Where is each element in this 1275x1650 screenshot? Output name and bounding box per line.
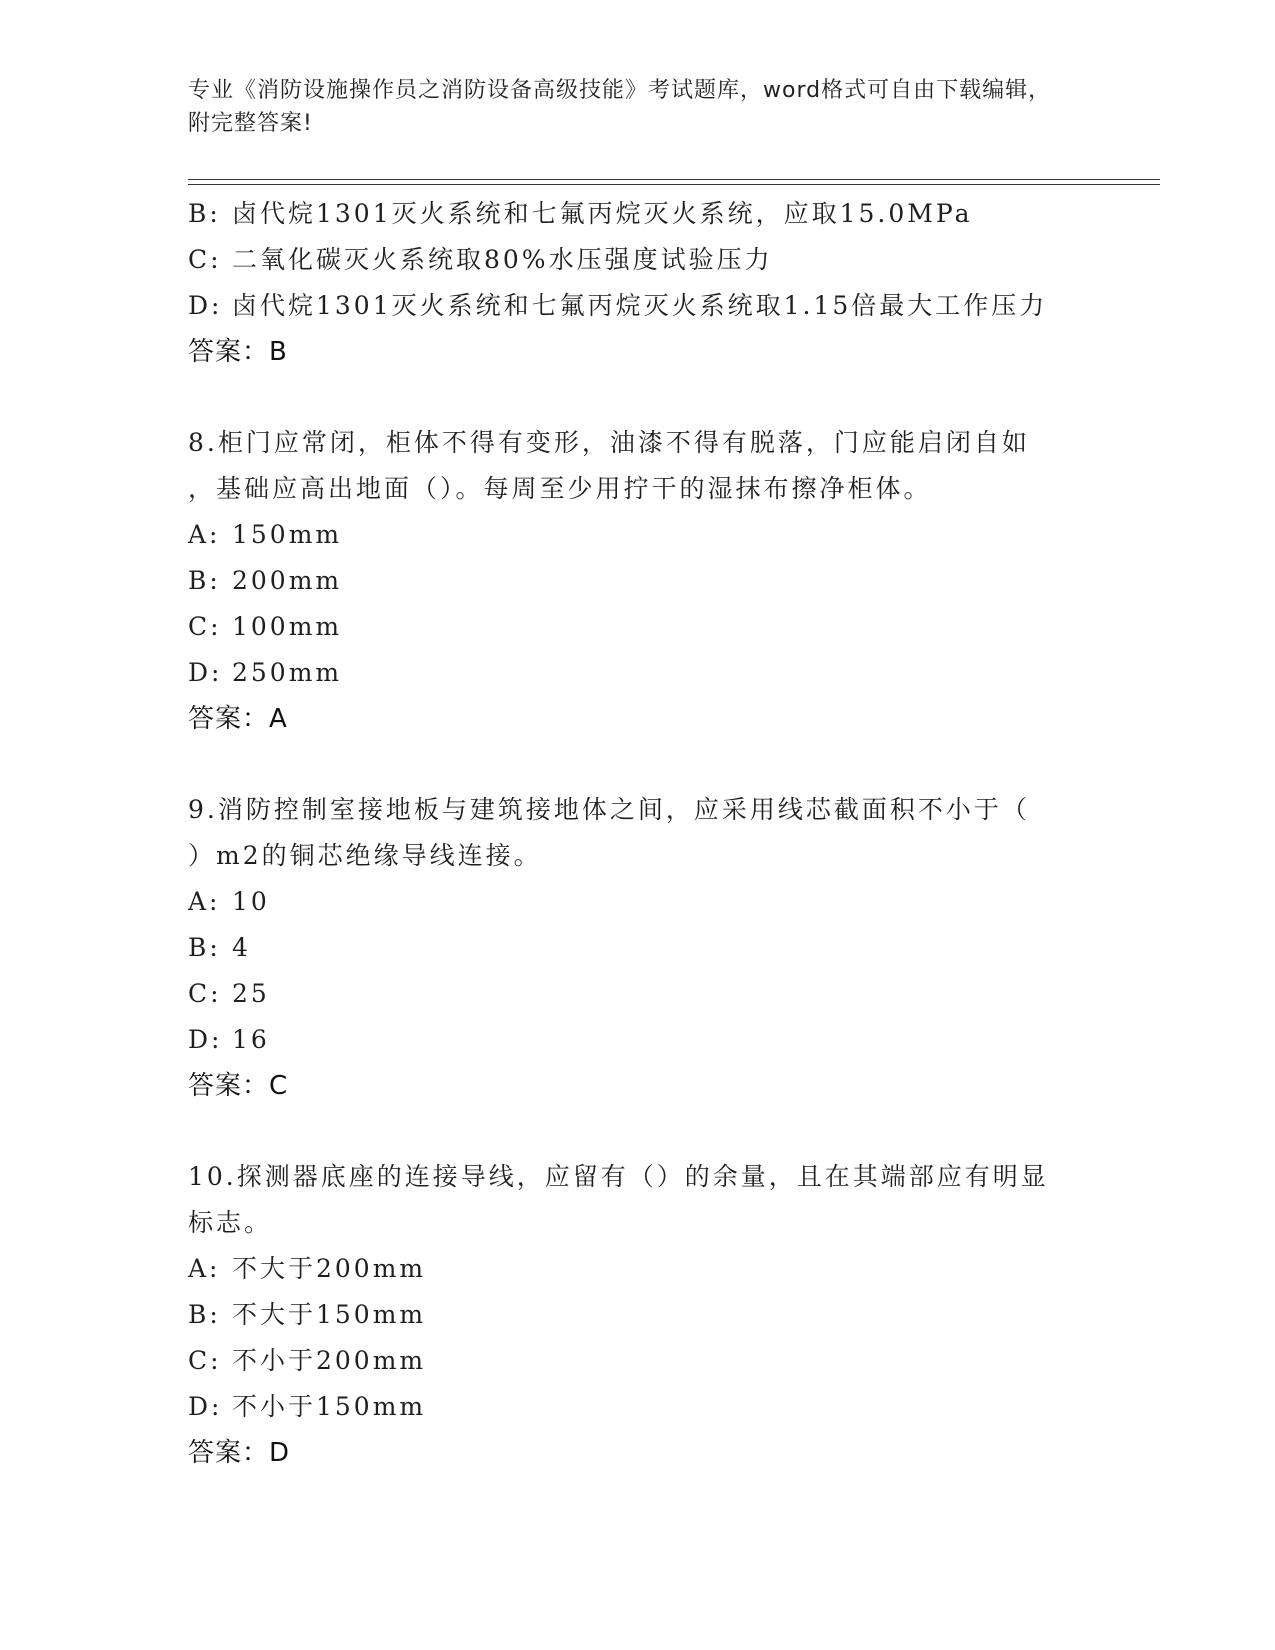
question-stem-line: ）m2的铜芯绝缘导线连接。 [188,841,542,870]
option-d [188,283,1088,329]
option-text: 250mm [232,658,343,687]
option-letter: B: [188,1300,221,1329]
option-letter: C: [188,979,222,1008]
option-text: 卤代烷1301灭火系统和七氟丙烷灭火系统，应取15.0MPa [232,199,973,228]
option-letter: B: [188,566,221,595]
option-c [188,971,1088,1017]
question-stem-line: 10.探测器底座的连接导线，应留有（）的余量，且在其端部应有明显 [188,1162,1049,1191]
question-stem-line: 9.消防控制室接地板与建筑接地体之间，应采用线芯截面积不小于（ [188,795,1030,824]
question-block-10 [188,1154,1088,1476]
option-text: 4 [232,933,251,962]
question-stem-line: 标志。 [188,1208,273,1237]
option-text: 不小于150mm [232,1392,427,1421]
option-a [188,1246,1088,1292]
question-block-9 [188,787,1088,1109]
option-letter: B: [188,199,221,228]
option-letter: A: [188,887,221,916]
option-b [188,191,1088,237]
option-d [188,650,1088,696]
option-text: 100mm [232,612,343,641]
answer-line: 答案：D [188,1438,291,1468]
option-a [188,512,1088,558]
option-text: 25 [232,979,270,1008]
option-letter: A: [188,520,221,549]
option-d [188,1384,1088,1430]
option-letter: D: [188,291,223,320]
question-stem-line: 8.柜门应常闭，柜体不得有变形，油漆不得有脱落，门应能启闭自如 [188,428,1030,457]
option-text: 不大于150mm [232,1300,427,1329]
option-letter: C: [188,1346,222,1375]
option-a [188,879,1088,925]
option-b [188,558,1088,604]
header-divider-top [188,179,1160,180]
option-d [188,1017,1088,1063]
header-divider-bottom [188,184,1160,185]
document-header: 专业《消防设施操作员之消防设备高级技能》考试题库，word格式可自由下载编辑，附完整答案! [188,78,1052,136]
option-c [188,604,1088,650]
option-text: 16 [232,1025,270,1054]
option-letter: C: [188,612,222,641]
answer-line: 答案：A [188,704,288,734]
option-text: 10 [232,887,270,916]
option-letter: C: [188,245,222,274]
option-letter: D: [188,1392,223,1421]
option-b [188,1292,1088,1338]
option-text: 150mm [232,520,343,549]
option-text: 二氧化碳灭火系统取80%水压强度试验压力 [232,245,773,274]
option-letter: D: [188,658,223,687]
option-letter: B: [188,933,221,962]
option-text: 卤代烷1301灭火系统和七氟丙烷灭火系统取1.15倍最大工作压力 [232,291,1048,320]
question-block-7-continued [188,191,1088,375]
option-text: 不小于200mm [232,1346,427,1375]
option-text: 不大于200mm [232,1254,427,1283]
option-letter: A: [188,1254,221,1283]
option-b [188,925,1088,971]
question-block-8 [188,420,1088,742]
question-list [188,191,1088,1476]
question-stem-line: ，基础应高出地面（）。每周至少用拧干的湿抹布擦净柜体。 [188,474,932,503]
option-text: 200mm [232,566,343,595]
option-letter: D: [188,1025,223,1054]
option-c [188,237,1088,283]
option-c [188,1338,1088,1384]
answer-line: 答案：B [188,337,288,367]
answer-line: 答案：C [188,1071,289,1101]
